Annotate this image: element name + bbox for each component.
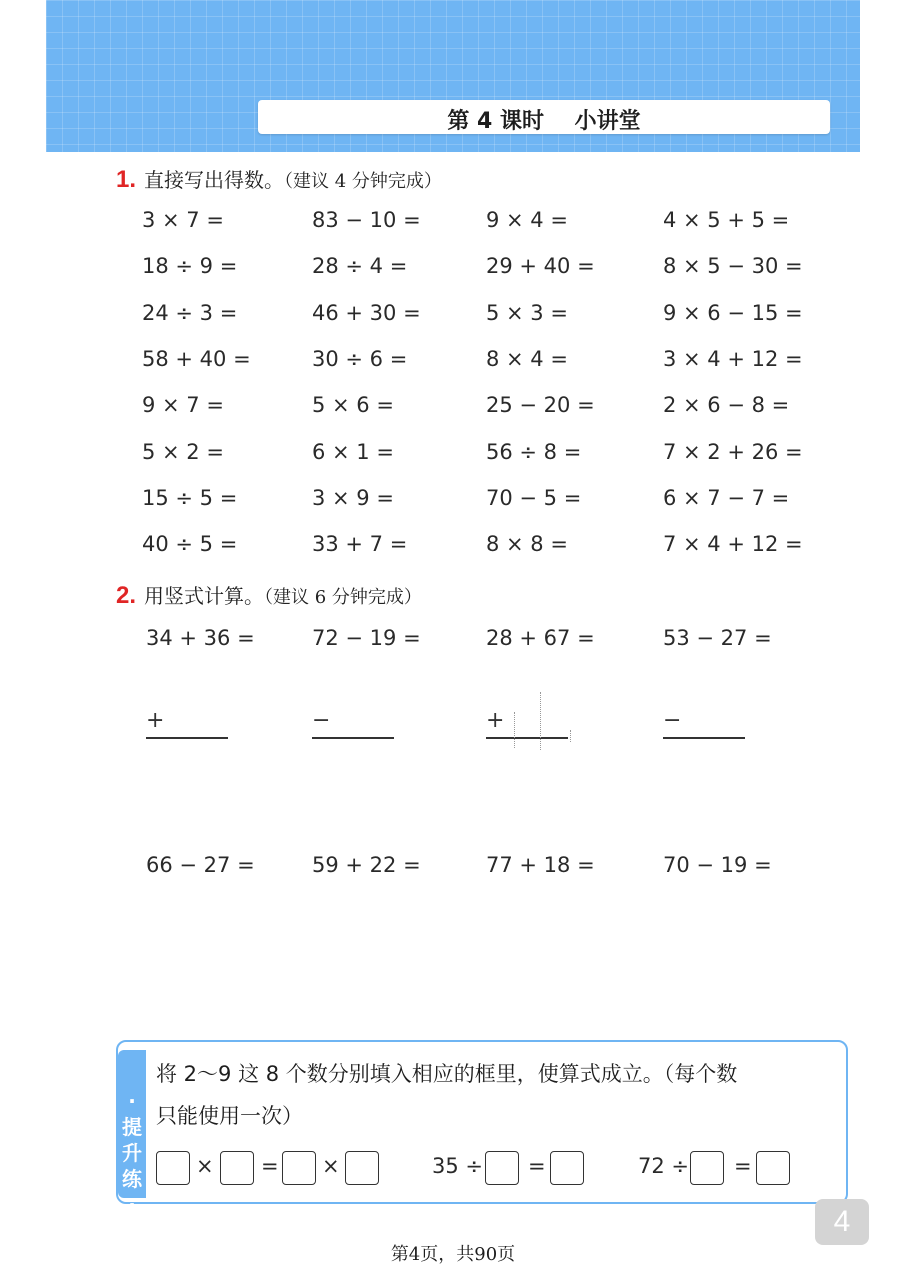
- vertical-problem: 28 + 67 =: [486, 626, 595, 650]
- section2-heading: [116, 580, 422, 610]
- math-problem: 9 × 4 =: [486, 208, 568, 232]
- answer-box[interactable]: [345, 1151, 379, 1185]
- math-problem: 24 ÷ 3 =: [142, 300, 238, 325]
- vertical-answer-line: [312, 737, 394, 739]
- division-35: 35 ÷: [432, 1154, 483, 1178]
- answer-box[interactable]: [485, 1151, 519, 1185]
- math-problem: 56 ÷ 8 =: [486, 439, 582, 464]
- lesson-title-bar: [258, 100, 830, 134]
- vertical-sign: −: [312, 708, 331, 733]
- math-problem: 7 × 4 + 12 =: [663, 532, 803, 557]
- math-problem: 4 × 5 + 5 =: [663, 208, 790, 232]
- math-problem: 2 × 6 − 8 =: [663, 393, 790, 418]
- answer-box[interactable]: [156, 1151, 190, 1185]
- guide-tick: [514, 712, 515, 748]
- vertical-answer-line: [486, 737, 568, 739]
- guide-tick: [540, 692, 541, 750]
- division-72: 72 ÷: [638, 1154, 689, 1178]
- vertical-sign: +: [486, 708, 505, 733]
- equals-sign: =: [261, 1154, 279, 1178]
- vertical-problem: 66 − 27 =: [146, 853, 255, 877]
- math-problem: 5 × 2 =: [142, 439, 224, 464]
- section2-note: （建议 6 分钟完成）: [264, 587, 422, 608]
- page-number-badge: 4: [815, 1199, 869, 1245]
- math-problem: 40 ÷ 5 =: [142, 532, 238, 557]
- answer-box[interactable]: [550, 1151, 584, 1185]
- times-sign: ×: [196, 1154, 214, 1178]
- vertical-sign: −: [663, 708, 682, 733]
- vertical-answer-line: [663, 737, 745, 739]
- section1-number: 1.: [116, 166, 137, 193]
- math-problem: 6 × 1 =: [312, 439, 394, 464]
- math-problem: 33 + 7 =: [312, 532, 408, 557]
- math-problem: 5 × 3 =: [486, 300, 568, 325]
- math-problem: 8 × 8 =: [486, 532, 568, 557]
- math-problem: 58 + 40 =: [142, 346, 251, 371]
- math-problem: 8 × 4 =: [486, 346, 568, 371]
- answer-box[interactable]: [756, 1151, 790, 1185]
- vertical-problem: 70 − 19 =: [663, 853, 772, 877]
- section1-title: 直接写出得数。: [144, 168, 285, 192]
- math-problem: 6 × 7 − 7 =: [663, 485, 790, 510]
- math-problem: 30 ÷ 6 =: [312, 346, 408, 371]
- answer-box[interactable]: [282, 1151, 316, 1185]
- page-footer: 第4页，共90页: [390, 1244, 516, 1265]
- vertical-problem: 53 − 27 =: [663, 626, 772, 650]
- answer-box[interactable]: [220, 1151, 254, 1185]
- section1-heading: [116, 164, 442, 194]
- math-problem: 3 × 7 =: [142, 208, 224, 232]
- section1-note: （建议 4 分钟完成）: [284, 171, 442, 192]
- math-problem: 28 ÷ 4 =: [312, 254, 408, 279]
- extra-instruction-line2: 只能使用一次）: [156, 1104, 303, 1128]
- extra-instruction-line1: 将 2～9 这 8 个数分别填入相应的框里，使算式成立。（每个数: [156, 1062, 738, 1086]
- math-problem: 7 × 2 + 26 =: [663, 439, 803, 464]
- math-problem: 46 + 30 =: [312, 300, 421, 325]
- answer-box[interactable]: [690, 1151, 724, 1185]
- vertical-problem: 77 + 18 =: [486, 853, 595, 877]
- times-sign: ×: [322, 1154, 340, 1178]
- section2-number: 2.: [116, 582, 137, 609]
- vertical-problem: 59 + 22 =: [312, 853, 421, 877]
- math-problem: 25 − 20 =: [486, 393, 595, 418]
- equals-sign: =: [528, 1154, 546, 1178]
- math-problem: 15 ÷ 5 =: [142, 485, 238, 510]
- math-problem: 9 × 7 =: [142, 393, 224, 418]
- math-problem: 83 − 10 =: [312, 208, 421, 232]
- extra-practice-tag-label: · 提 升 练 ·: [122, 1089, 142, 1217]
- math-problem: 5 × 6 =: [312, 393, 394, 418]
- vertical-answer-line: [146, 737, 228, 739]
- guide-tick: [570, 730, 571, 742]
- math-problem: 3 × 9 =: [312, 485, 394, 510]
- vertical-problem: 34 + 36 =: [146, 626, 255, 650]
- section2-title: 用竖式计算。: [144, 584, 265, 608]
- equals-sign: =: [734, 1154, 752, 1178]
- math-problem: 29 + 40 =: [486, 254, 595, 279]
- math-problem: 18 ÷ 9 =: [142, 254, 238, 279]
- vertical-sign: +: [146, 708, 165, 733]
- math-problem: 9 × 6 − 15 =: [663, 300, 803, 325]
- vertical-problem: 72 − 19 =: [312, 626, 421, 650]
- math-problem: 8 × 5 − 30 =: [663, 254, 803, 279]
- lesson-title: 第 4 课时 小讲堂: [447, 109, 641, 134]
- math-problem: 3 × 4 + 12 =: [663, 346, 803, 371]
- math-problem: 70 − 5 =: [486, 485, 582, 510]
